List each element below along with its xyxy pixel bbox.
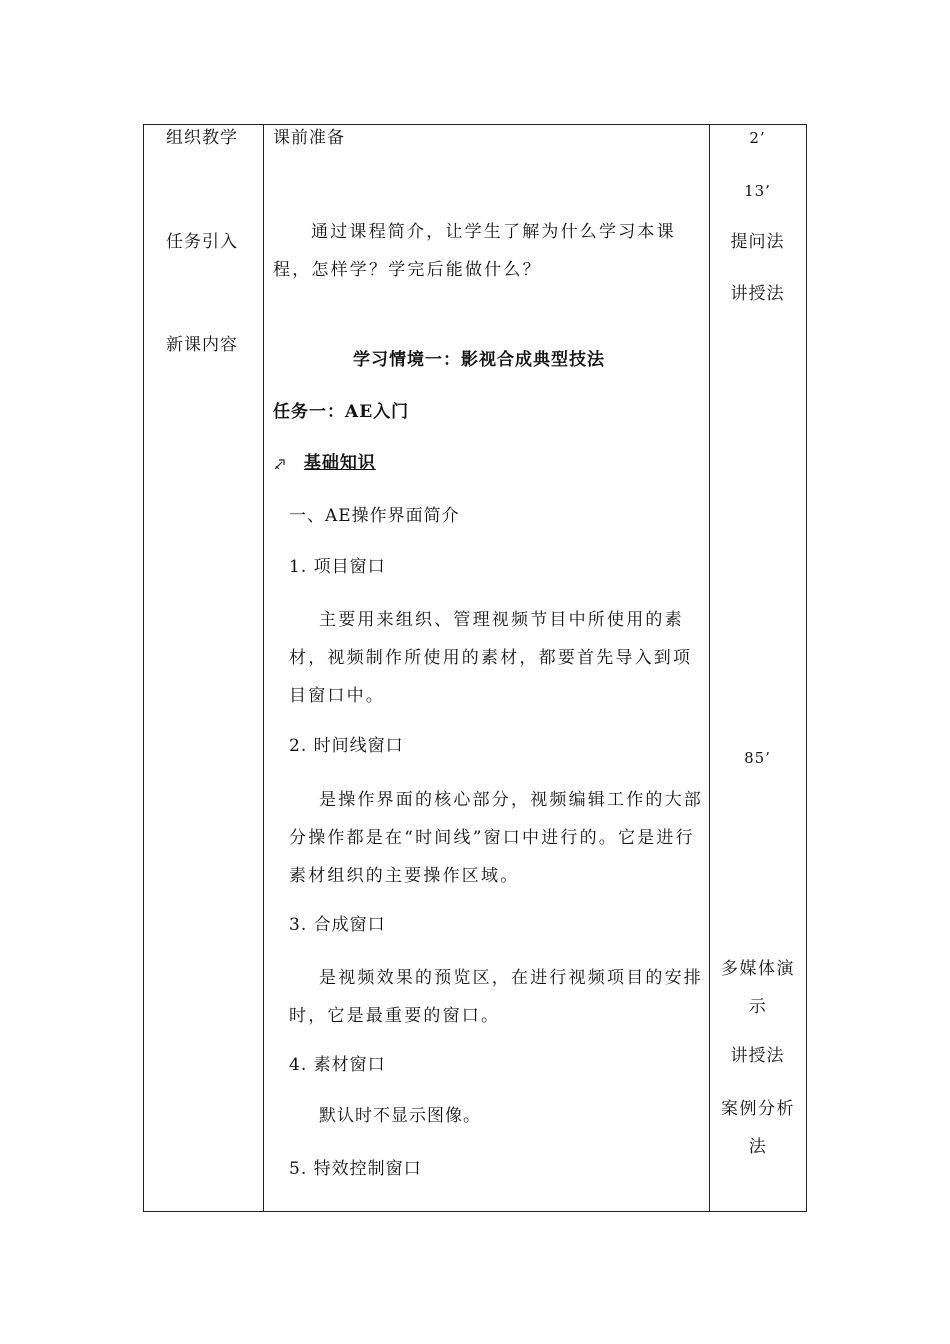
item4-title: 4. 素材窗口 <box>289 1055 386 1075</box>
left-label-task-intro: 任务引入 <box>166 232 238 252</box>
item2-text: 是操作界面的核心部分，视频编辑工作的大部分操作都是在“时间线”窗口中进行的。它是进行素材组织的主要操作区域。 <box>289 790 703 886</box>
item3-text: 是视频效果的预览区，在进行视频项目的安排时，它是最重要的窗口。 <box>289 968 703 1026</box>
prep-text: 课前准备 <box>273 128 345 148</box>
basic-knowledge-label: 基础知识 <box>303 453 376 473</box>
item2-title: 2. 时间线窗口 <box>289 736 404 756</box>
item1-text: 主要用来组织、管理视频节目中所使用的素材，视频制作所使用的素材，都要首先导入到项目窗口中。 <box>289 610 693 706</box>
method-lecturing-2: 讲授法 <box>730 1046 785 1066</box>
method-lecturing: 讲授法 <box>730 284 785 304</box>
method-multimedia: 多媒体演示 <box>721 959 795 1017</box>
section-title: 学习情境一：影视合成典型技法 <box>353 350 605 370</box>
item5-title: 5. 特效控制窗口 <box>289 1159 422 1179</box>
task-title: 任务一：AE入门 <box>273 402 410 422</box>
method-questioning: 提问法 <box>730 232 785 252</box>
item1-title: 1. 项目窗口 <box>289 557 386 577</box>
left-label-organize: 组织教学 <box>166 128 238 148</box>
time-85min: 85’ <box>744 749 771 767</box>
item3-title: 3. 合成窗口 <box>289 915 386 935</box>
left-label-new-content: 新课内容 <box>166 335 238 355</box>
intro-paragraph: 通过课程简介，让学生了解为什么学习本课程，怎样学？学完后能做什么？ <box>273 222 676 280</box>
method-case-analysis: 案例分析法 <box>721 1099 795 1157</box>
time-13min: 13’ <box>744 182 771 200</box>
column-divider-1 <box>263 125 264 1211</box>
item4-text: 默认时不显示图像。 <box>319 1106 481 1126</box>
basic-knowledge-line <box>273 455 376 472</box>
pencil-arrow-icon <box>273 456 289 472</box>
heading-ae-interface: 一、AE操作界面简介 <box>289 506 460 526</box>
time-2min: 2’ <box>749 129 766 147</box>
